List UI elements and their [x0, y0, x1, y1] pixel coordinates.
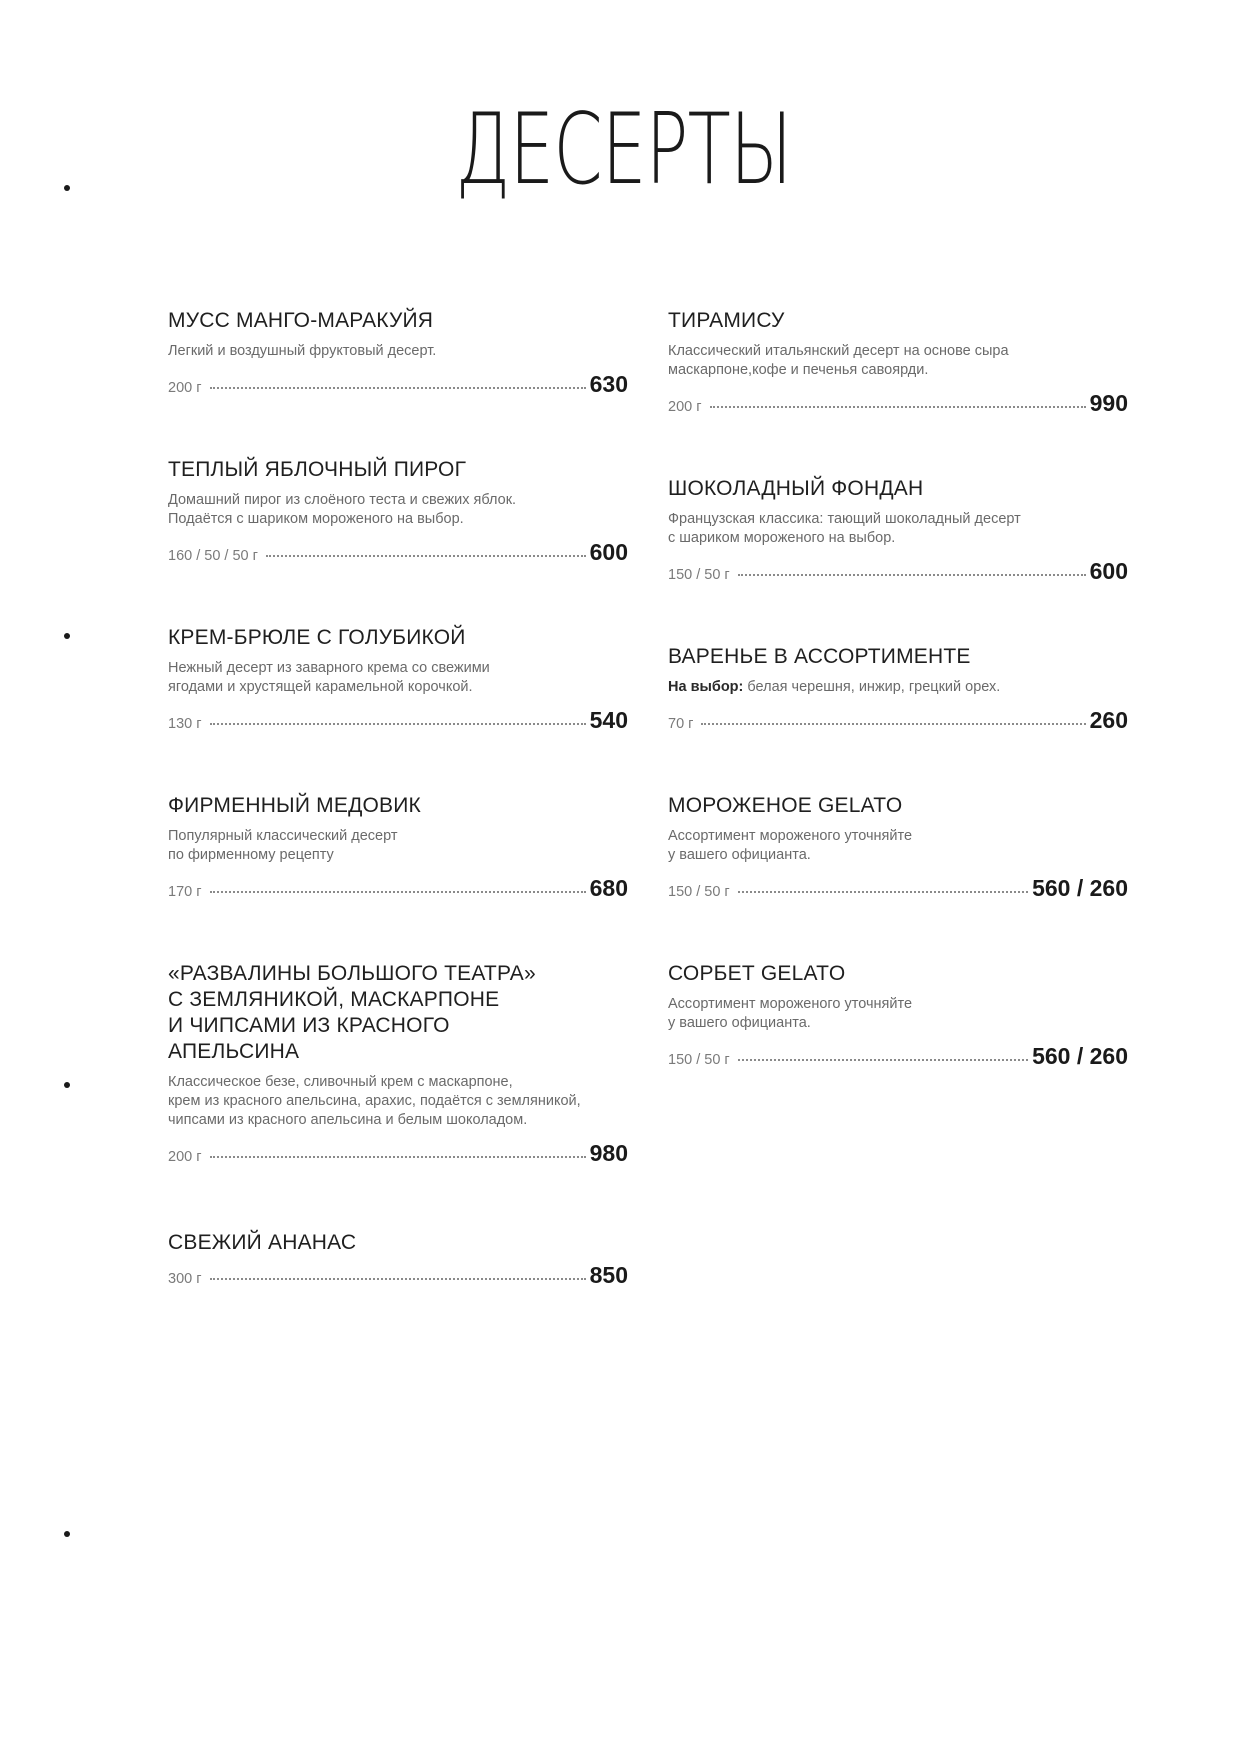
item-description-line: Нежный десерт из заварного крема со свежими: [168, 660, 490, 676]
item-name: КРЕМ-БРЮЛЕ С ГОЛУБИКОЙ: [168, 626, 466, 649]
item-description-line: крем из красного апельсина, арахис, подаётся с земляникой,: [168, 1093, 581, 1109]
item-name-line: АПЕЛЬСИНА: [168, 1040, 300, 1063]
item-description: [668, 342, 1128, 380]
item-description-line: Классическое безе, сливочный крем с маскарпоне,: [168, 1074, 513, 1090]
margin-bullet: [64, 633, 70, 639]
item-name: ТЕПЛЫЙ ЯБЛОЧНЫЙ ПИРОГ: [168, 458, 467, 481]
margin-bullet: [64, 185, 70, 191]
item-description: [668, 510, 1128, 548]
item-price: 600: [589, 539, 628, 565]
item-weight: 150 / 50 г: [668, 567, 730, 583]
item-description-line: маскарпоне,кофе и печенья савоярди.: [668, 362, 929, 378]
item-weight: 160 / 50 / 50 г: [168, 548, 258, 564]
item-name: МОРОЖЕНОЕ GELATO: [668, 794, 903, 817]
item-price: 540: [589, 707, 628, 733]
item-price-row: [668, 390, 1128, 422]
item-price-row: [168, 1140, 628, 1172]
item-description: [668, 678, 1128, 697]
item-name: ТИРАМИСУ: [668, 309, 785, 332]
item-description-line: Классический итальянский десерт на основе сыра: [668, 343, 1009, 359]
item-price-row: [168, 371, 628, 403]
dot-leader: [701, 723, 1085, 725]
dot-leader: [210, 1156, 586, 1158]
menu-item: [168, 308, 628, 403]
item-price-row: [668, 558, 1128, 590]
item-description-lead: На выбор:: [668, 679, 744, 695]
item-description: [168, 659, 628, 697]
menu-item: [668, 793, 1128, 907]
page-title: ДЕСЕРТЫ: [455, 93, 792, 207]
dot-leader: [210, 1278, 586, 1280]
item-weight: 200 г: [668, 399, 702, 415]
item-price: 850: [589, 1262, 628, 1288]
item-description-line: у вашего официанта.: [668, 1015, 811, 1031]
menu-item: [668, 961, 1128, 1075]
menu-item: [168, 457, 628, 571]
menu-item: [668, 308, 1128, 422]
menu-item: [168, 1230, 628, 1294]
item-price-row: [168, 539, 628, 571]
item-price: 990: [1089, 390, 1128, 416]
margin-bullet: [64, 1531, 70, 1537]
item-description-line: чипсами из красного апельсина и белым шоколадом.: [168, 1112, 528, 1128]
item-description: Легкий и воздушный фруктовый десерт.: [168, 343, 437, 359]
item-description-line: с шариком мороженого на выбор.: [668, 530, 896, 546]
item-name: СВЕЖИЙ АНАНАС: [168, 1231, 357, 1254]
dot-leader: [710, 406, 1086, 408]
item-description: [668, 995, 1128, 1033]
item-price-row: [168, 707, 628, 739]
item-description-line: Домашний пирог из слоёного теста и свежих яблок.: [168, 492, 517, 508]
dot-leader: [210, 723, 586, 725]
dot-leader: [266, 555, 586, 557]
menu-item: [168, 625, 628, 739]
item-price: 680: [589, 875, 628, 901]
item-price: 980: [589, 1140, 628, 1166]
item-description: [168, 827, 628, 865]
item-weight: 130 г: [168, 716, 202, 732]
item-description-text: белая черешня, инжир, грецкий орех.: [747, 679, 1001, 695]
item-name-line: И ЧИПСАМИ ИЗ КРАСНОГО: [168, 1014, 450, 1037]
item-description-line: Французская классика: тающий шоколадный десерт: [668, 511, 1021, 527]
item-name: ВАРЕНЬЕ В АССОРТИМЕНТЕ: [668, 645, 971, 668]
item-price-row: [668, 875, 1128, 907]
item-name: ШОКОЛАДНЫЙ ФОНДАН: [668, 477, 924, 500]
menu-item: [168, 961, 628, 1172]
item-price: 600: [1089, 558, 1128, 584]
dot-leader: [738, 1059, 1028, 1061]
item-name: [168, 961, 628, 1065]
item-price-row: [668, 707, 1128, 739]
item-price: 560 / 260: [1032, 1043, 1128, 1069]
item-description-line: Популярный классический десерт: [168, 828, 398, 844]
item-name: СОРБЕТ GELATO: [668, 962, 846, 985]
item-weight: 150 / 50 г: [668, 1052, 730, 1068]
item-description: [168, 491, 628, 529]
item-description-line: по фирменному рецепту: [168, 847, 334, 863]
item-description: [168, 1073, 628, 1130]
dot-leader: [210, 387, 586, 389]
item-price-row: [668, 1043, 1128, 1075]
menu-item: [668, 476, 1128, 590]
menu-item: [668, 644, 1128, 739]
menu-item: [168, 793, 628, 907]
item-price-row: [168, 875, 628, 907]
item-description-line: у вашего официанта.: [668, 847, 811, 863]
item-weight: 300 г: [168, 1271, 202, 1287]
item-weight: 70 г: [668, 716, 694, 732]
dot-leader: [210, 891, 586, 893]
item-weight: 200 г: [168, 380, 202, 396]
item-weight: 150 / 50 г: [668, 884, 730, 900]
item-weight: 170 г: [168, 884, 202, 900]
item-description-line: Ассортимент мороженого уточняйте: [668, 996, 913, 1012]
item-description-line: Ассортимент мороженого уточняйте: [668, 828, 913, 844]
item-price: 630: [589, 371, 628, 397]
item-description-line: Подаётся с шариком мороженого на выбор.: [168, 511, 464, 527]
item-name-line: С ЗЕМЛЯНИКОЙ, МАСКАРПОНЕ: [168, 988, 500, 1011]
item-name: ФИРМЕННЫЙ МЕДОВИК: [168, 794, 421, 817]
dot-leader: [738, 574, 1086, 576]
item-description-line: ягодами и хрустящей карамельной корочкой.: [168, 679, 473, 695]
item-price: 260: [1089, 707, 1128, 733]
item-description: [668, 827, 1128, 865]
margin-bullet: [64, 1082, 70, 1088]
item-name: МУСС МАНГО-МАРАКУЙЯ: [168, 309, 434, 332]
item-price: 560 / 260: [1032, 875, 1128, 901]
dot-leader: [738, 891, 1028, 893]
item-weight: 200 г: [168, 1149, 202, 1165]
item-price-row: [168, 1262, 628, 1294]
item-name-line: «РАЗВАЛИНЫ БОЛЬШОГО ТЕАТРА»: [168, 962, 536, 985]
